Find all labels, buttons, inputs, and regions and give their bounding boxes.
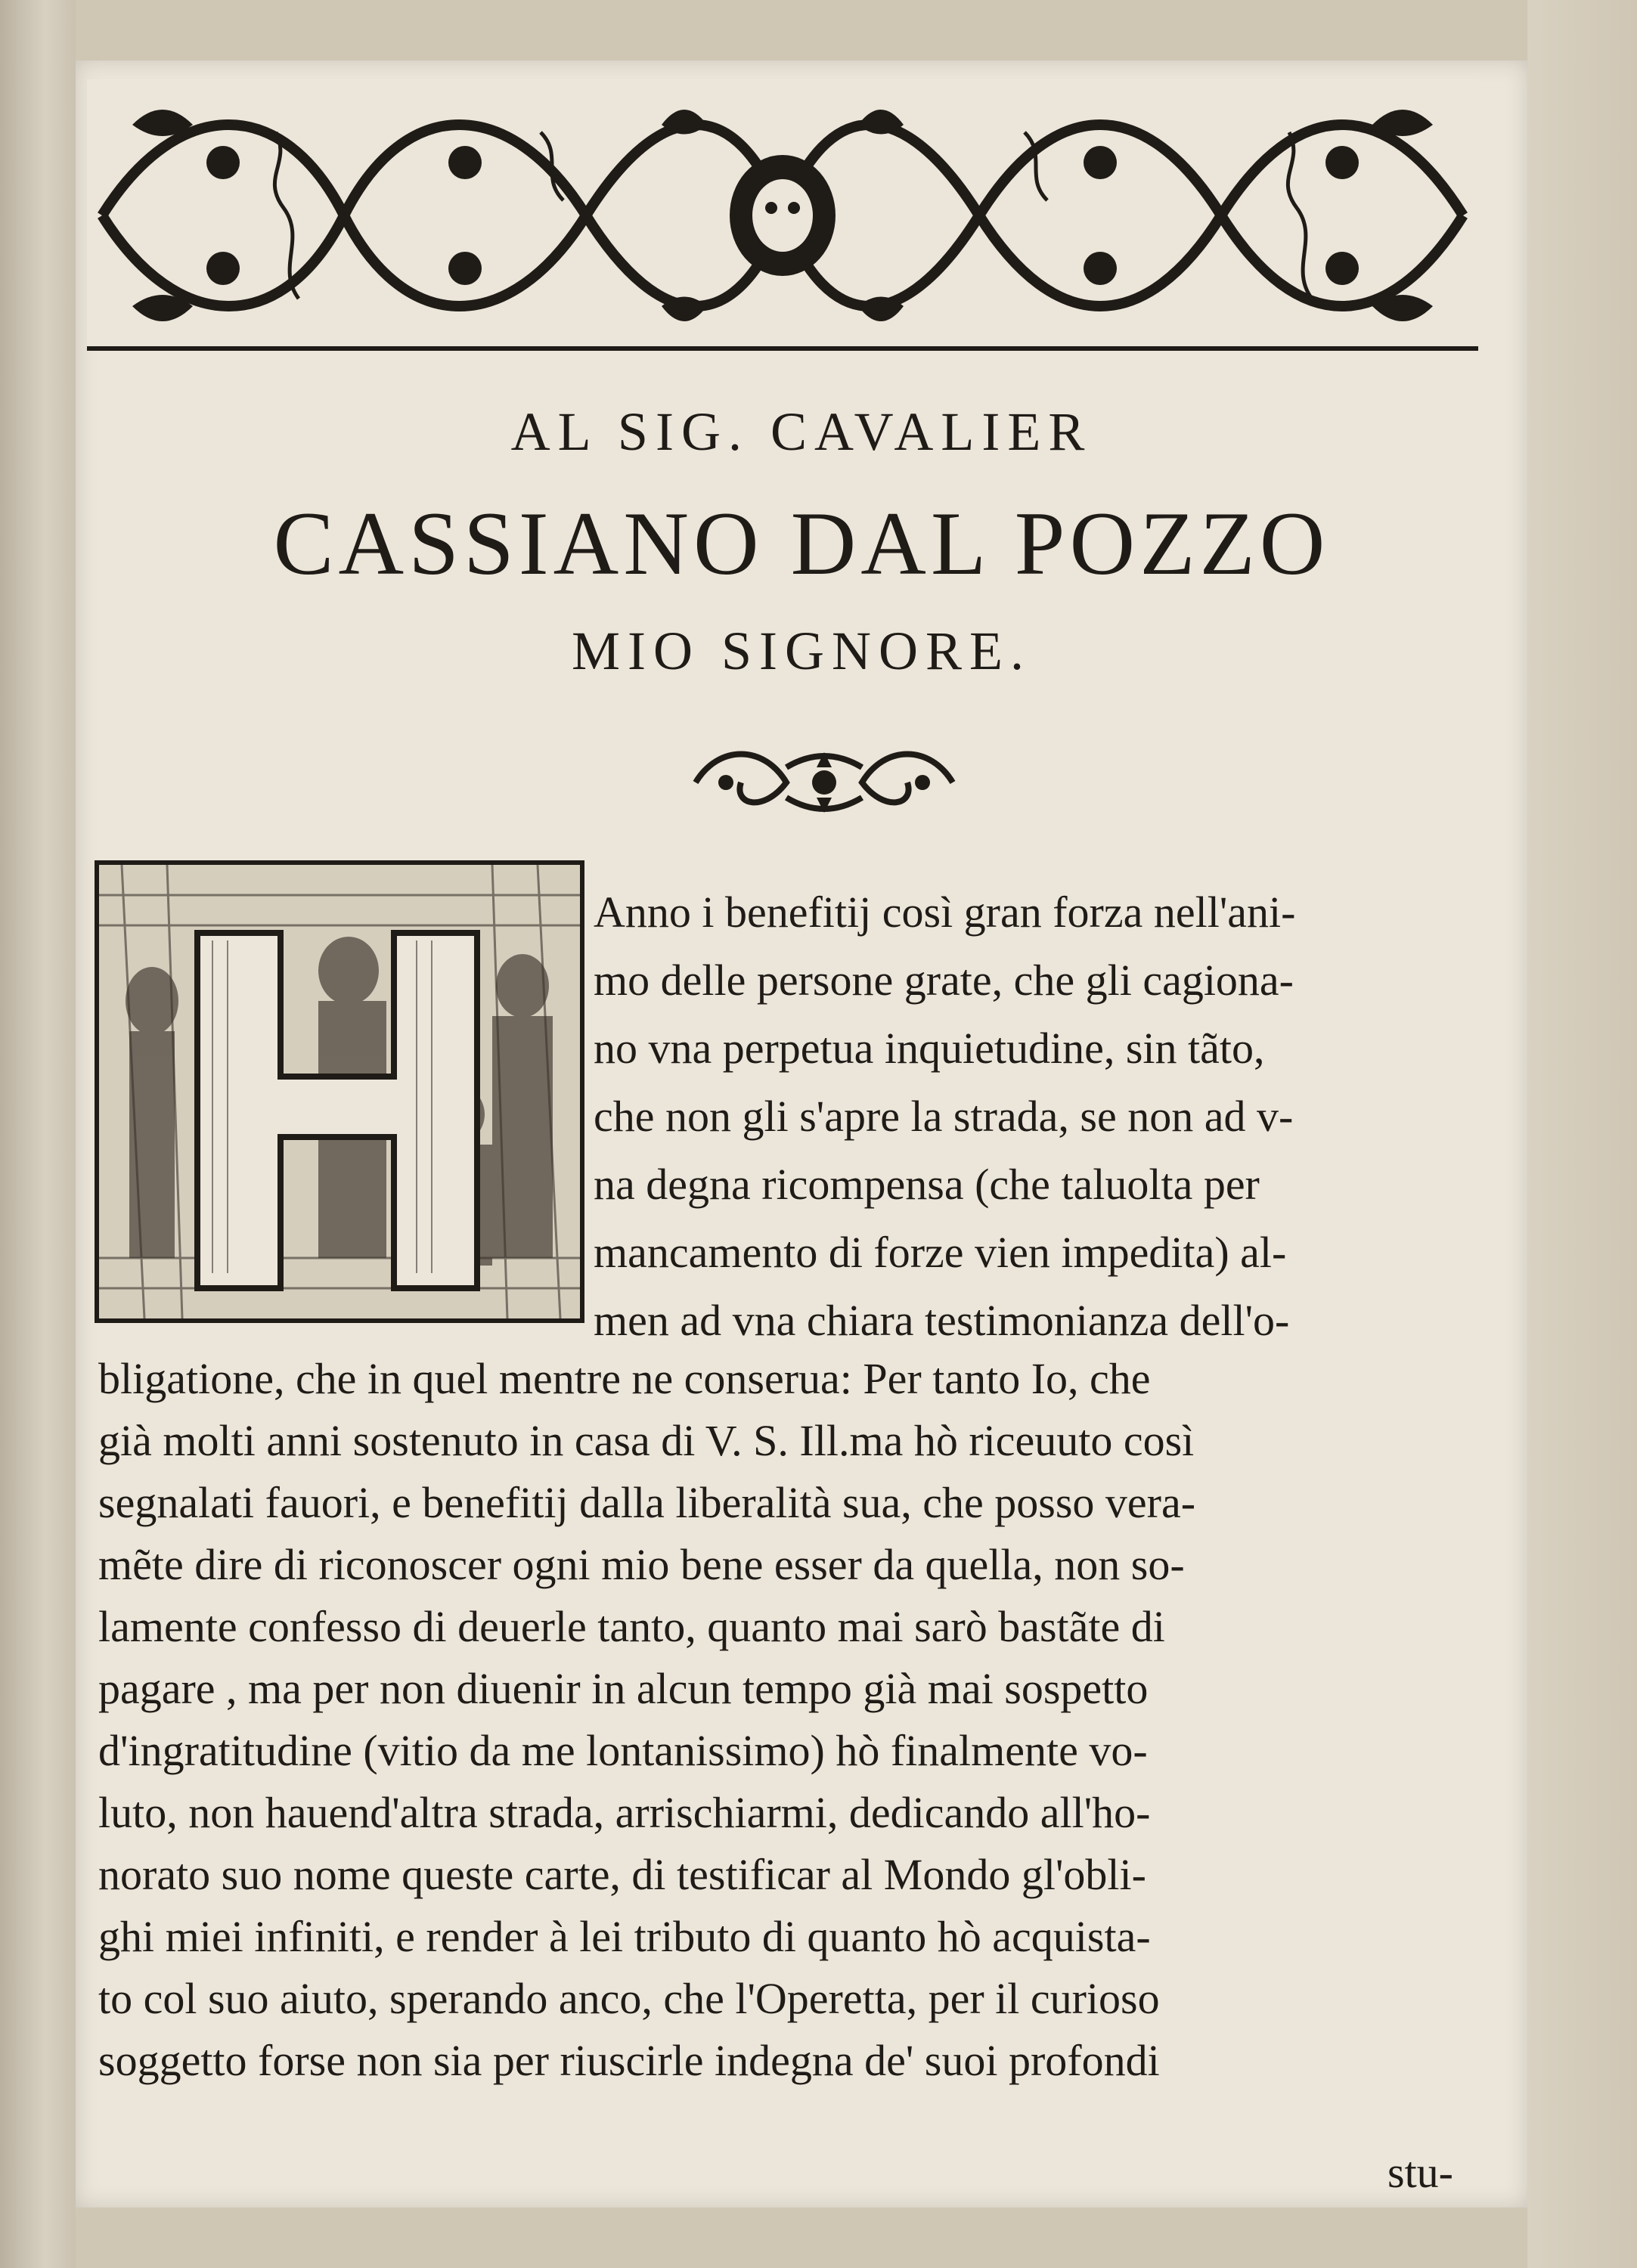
- body-line: mẽte dire di riconoscer ogni mio bene esser da quella, non so-: [98, 1540, 1185, 1589]
- page-edge: [1527, 0, 1637, 2268]
- ornamental-headpiece: [87, 79, 1478, 352]
- body-line: mancamento di forze vien impedita) al-: [594, 1228, 1287, 1277]
- body-line: segnalati fauori, e benefitij dalla liberalità sua, che posso vera-: [98, 1478, 1196, 1527]
- decorated-initial: [95, 860, 584, 1323]
- fleuron-ornament: [681, 737, 968, 828]
- book-gutter: [0, 0, 76, 2268]
- body-line: no vna perpetua inquietudine, sin tãto,: [594, 1024, 1265, 1073]
- body-line: to col suo aiuto, sperando anco, che l'Operetta, per il curioso: [98, 1974, 1160, 2023]
- body-line: già molti anni sostenuto in casa di V. S. Ill.ma hò riceuuto così: [98, 1416, 1195, 1465]
- body-line: lamente confesso di deuerle tanto, quanto mai sarò bastãte di: [98, 1602, 1165, 1651]
- body-line: luto, non hauend'altra strada, arrischiarmi, dedicando all'ho-: [98, 1788, 1151, 1837]
- heading-line-3: MIO SIGNORE.: [571, 621, 1031, 681]
- catchword: stu-: [1387, 2148, 1453, 2197]
- body-line: che non gli s'apre la strada, se non ad v-: [594, 1092, 1294, 1141]
- body-line: norato suo nome queste carte, di testificar al Mondo gl'obli-: [98, 1850, 1146, 1899]
- headpiece-bottom-rule: [87, 346, 1478, 351]
- heading-line-1: AL SIG. CAVALIER: [510, 401, 1093, 462]
- body-line: d'ingratitudine (vitio da me lontanissimo) hò finalmente vo-: [98, 1726, 1148, 1775]
- heading-line-2: CASSIANO DAL POZZO: [273, 493, 1330, 593]
- body-line: na degna ricompensa (che taluolta per: [594, 1160, 1260, 1209]
- body-line: mo delle persone grate, che gli cagiona-: [594, 956, 1294, 1005]
- body-line: men ad vna chiara testimonianza dell'o-: [594, 1296, 1290, 1345]
- body-line: pagare , ma per non diuenir in alcun tempo già mai sospetto: [98, 1664, 1149, 1713]
- body-line: soggetto forse non sia per riuscirle indegna de' suoi profondi: [98, 2036, 1160, 2085]
- body-line: Anno i benefitij così gran forza nell'ani-: [594, 888, 1296, 937]
- body-line: ghi miei infiniti, e render à lei tributo di quanto hò acquista-: [98, 1912, 1151, 1961]
- body-line: bligatione, che in quel mentre ne conserua: Per tanto Io, che: [98, 1354, 1151, 1403]
